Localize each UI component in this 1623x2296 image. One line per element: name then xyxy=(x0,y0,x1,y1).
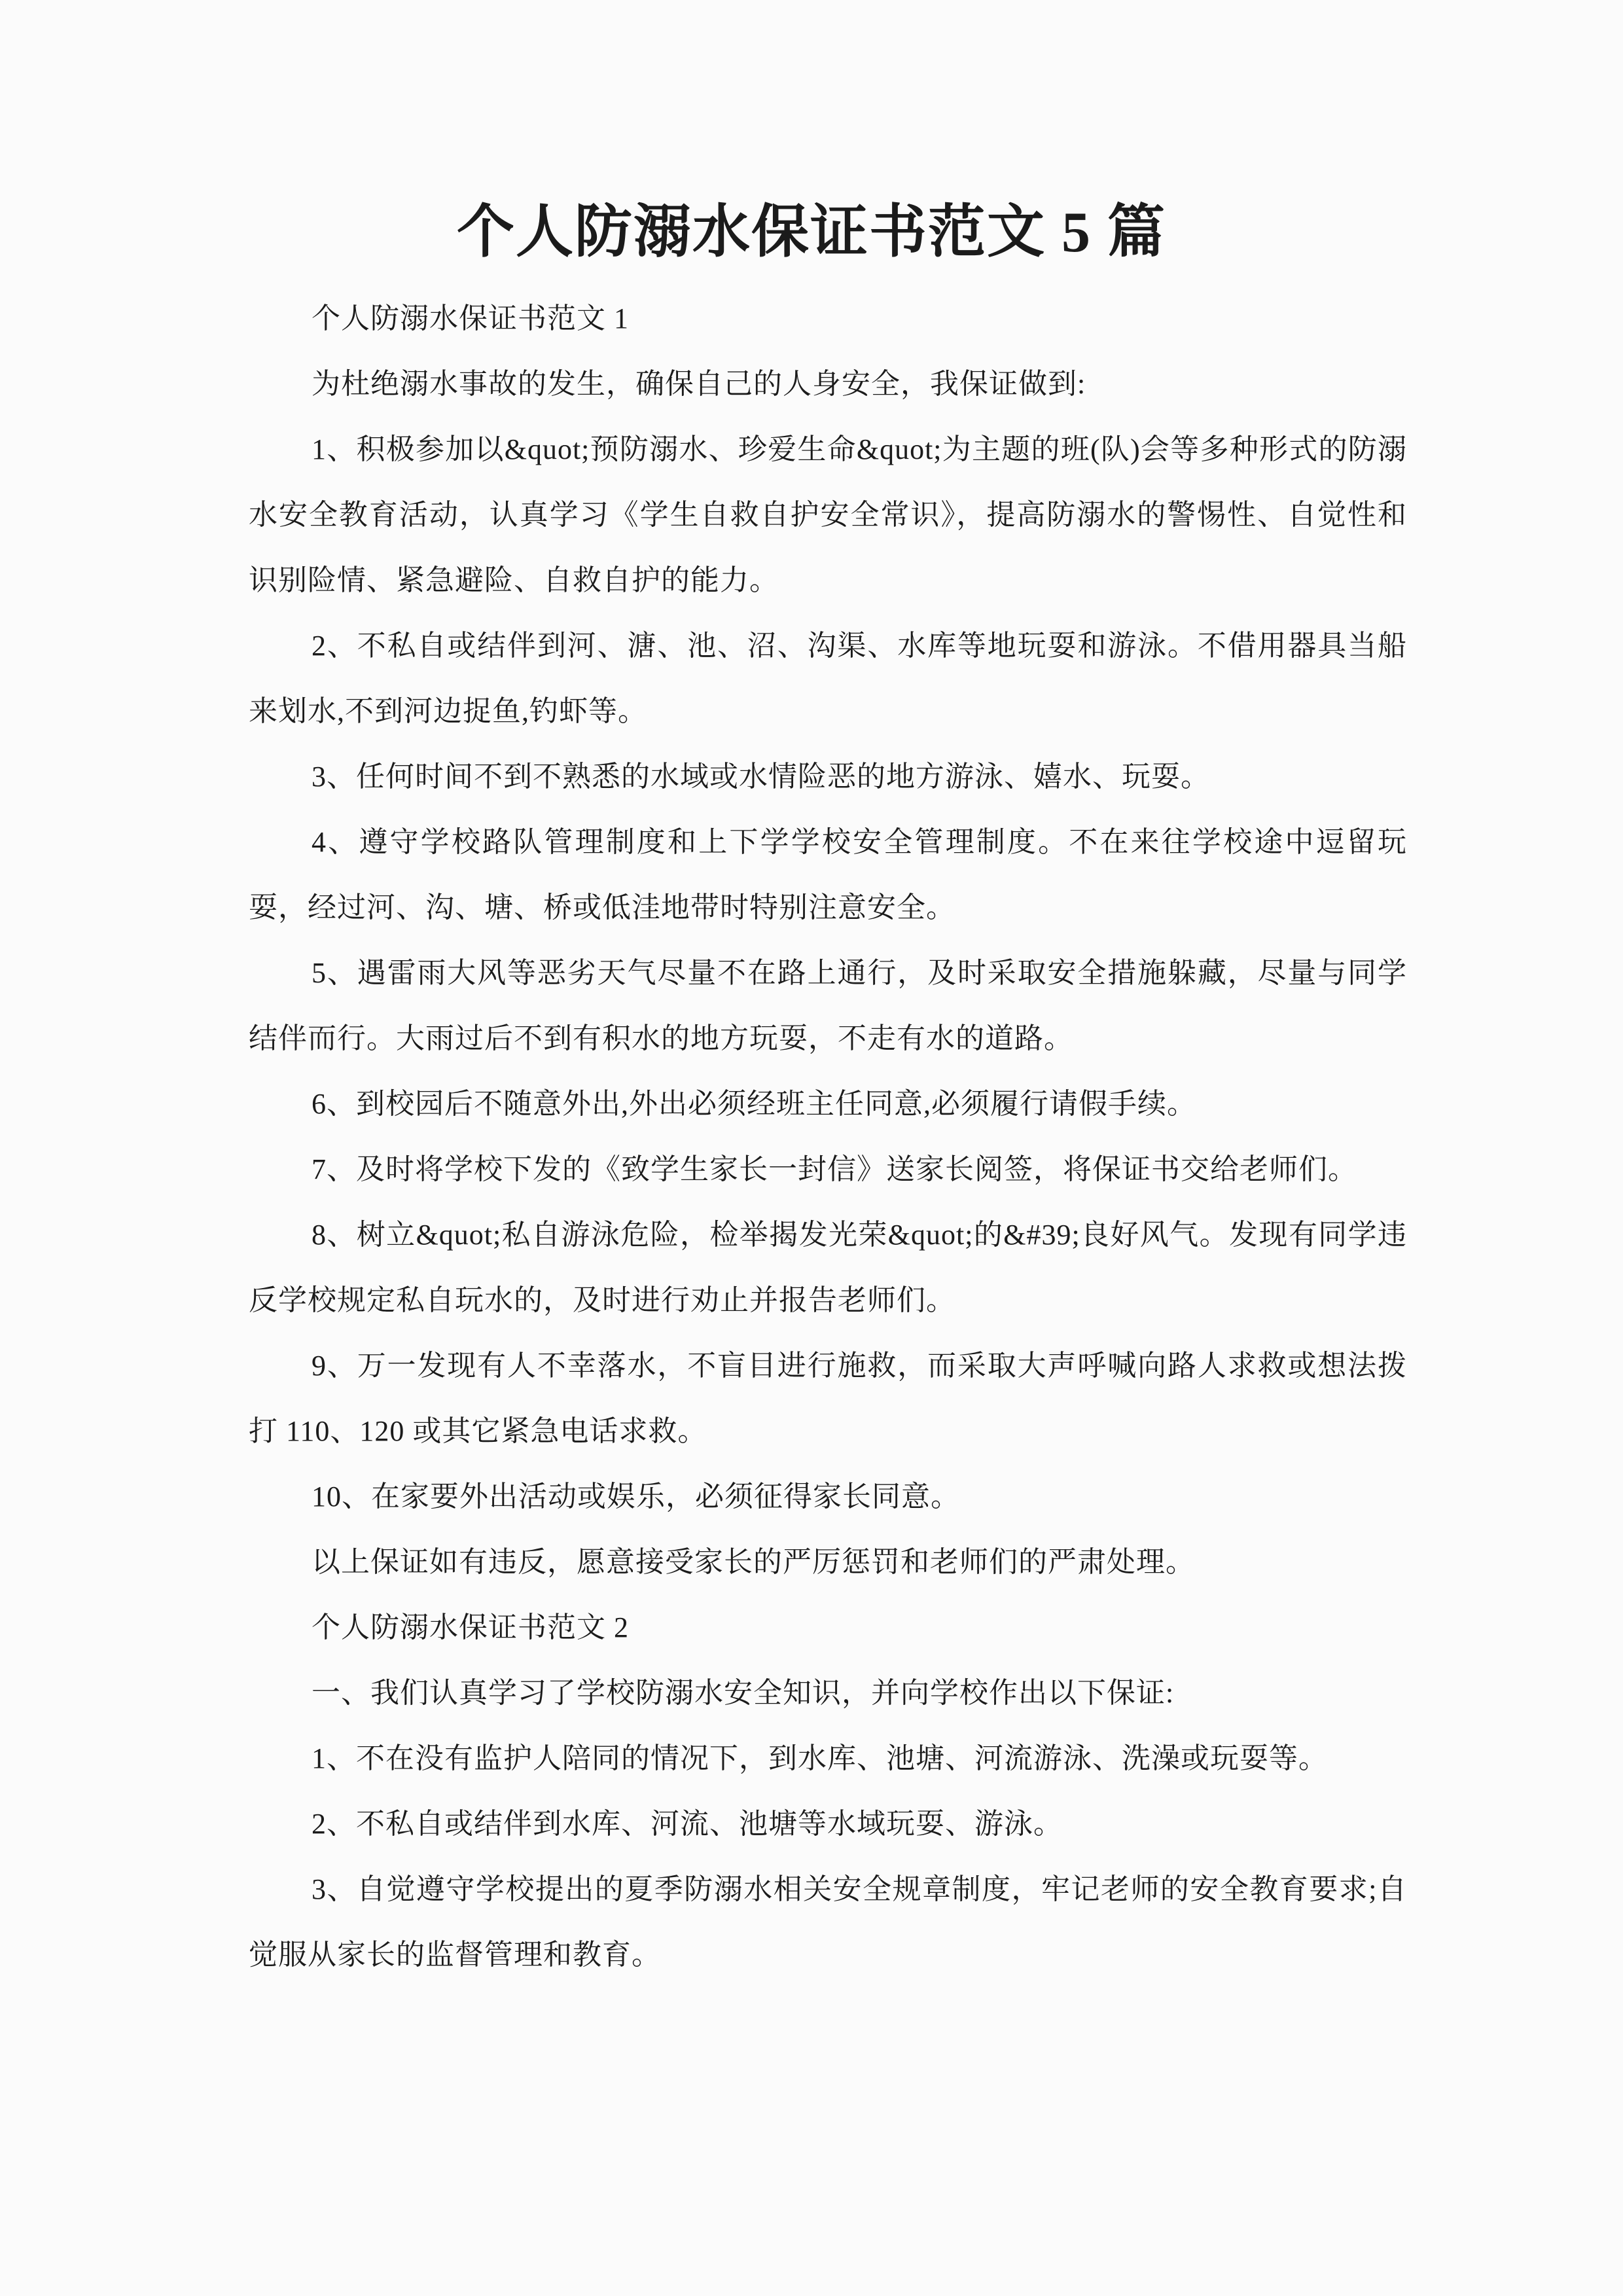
paragraph: 2、不私自或结伴到河、溏、池、沼、沟渠、水库等地玩耍和游泳。不借用器具当船来划水,不到河边捉鱼,钓虾等。 xyxy=(249,630,1407,727)
paragraph: 5、遇雷雨大风等恶劣天气尽量不在路上通行，及时采取安全措施躲藏，尽量与同学结伴而行。大雨过后不到有积水的地方玩耍，不走有水的道路。 xyxy=(249,957,1407,1054)
document-title: 个人防溺水保证书范文 5 篇 xyxy=(456,201,1166,264)
section-sample-1 xyxy=(249,286,1407,1595)
paragraph: 2、不私自或结伴到水库、河流、池塘等水域玩耍、游泳。 xyxy=(312,1808,1063,1840)
paragraph: 3、自觉遵守学校提出的夏季防溺水相关安全规章制度，牢记老师的安全教育要求;自觉服从家长的监督管理和教育。 xyxy=(249,1873,1407,1971)
paragraph: 4、遵守学校路队管理制度和上下学学校安全管理制度。不在来往学校途中逗留玩耍，经过河、沟、塘、桥或低洼地带时特别注意安全。 xyxy=(249,826,1407,924)
section-1-heading: 个人防溺水保证书范文 1 xyxy=(312,302,629,334)
paragraph: 1、不在没有监护人陪同的情况下，到水库、池塘、河流游泳、洗澡或玩耍等。 xyxy=(312,1742,1328,1774)
paragraph: 10、在家要外出活动或娱乐，必须征得家长同意。 xyxy=(312,1480,960,1513)
paragraph: 一、我们认真学习了学校防溺水安全知识，并向学校作出以下保证: xyxy=(312,1677,1175,1709)
paragraph: 为杜绝溺水事故的发生，确保自己的人身安全，我保证做到: xyxy=(312,368,1086,400)
paragraph: 以上保证如有违反，愿意接受家长的严厉惩罚和老师们的严肃处理。 xyxy=(312,1546,1195,1578)
paragraph: 9、万一发现有人不幸落水，不盲目进行施救，而采取大声呼喊向路人求救或想法拨打 110、120 或其它紧急电话求救。 xyxy=(249,1350,1407,1447)
paragraph: 3、任何时间不到不熟悉的水域或水情险恶的地方游泳、嬉水、玩耍。 xyxy=(312,761,1210,793)
document-body xyxy=(249,286,1407,1988)
paragraph: 6、到校园后不随意外出,外出必须经班主任同意,必须履行请假手续。 xyxy=(312,1088,1196,1120)
paragraph: 8、树立&quot;私自游泳危险，检举揭发光荣&quot;的&#39;良好风气。发现有同学违反学校规定私自玩水的，及时进行劝止并报告老师们。 xyxy=(249,1219,1407,1316)
paragraph: 1、积极参加以&quot;预防溺水、珍爱生命&quot;为主题的班(队)会等多种形式的防溺水安全教育活动，认真学习《学生自救自护安全常识》，提高防溺水的警惕性、自觉性和识别险情、紧急避险、自救自护的能力。 xyxy=(249,433,1407,596)
paragraph: 7、及时将学校下发的《致学生家长一封信》送家长阅签，将保证书交给老师们。 xyxy=(312,1153,1357,1185)
section-sample-2 xyxy=(249,1595,1407,1988)
section-2-heading: 个人防溺水保证书范文 2 xyxy=(312,1611,629,1643)
